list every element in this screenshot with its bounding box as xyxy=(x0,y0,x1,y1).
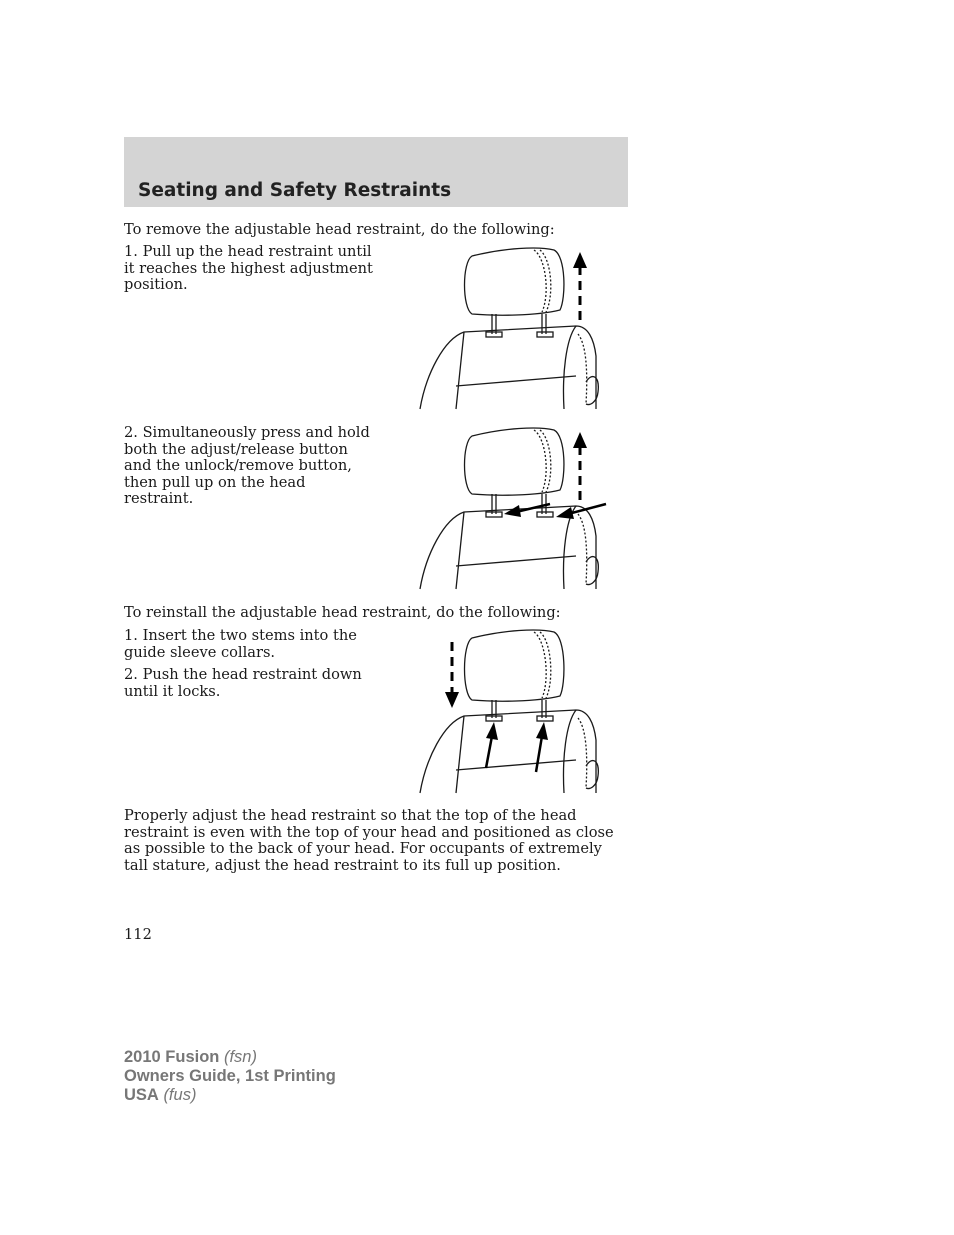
reinstall-step-2: 2. Push the head restraint down until it locks. xyxy=(124,666,362,700)
head-restraint-reinstall-icon xyxy=(416,626,612,796)
section-title: Seating and Safety Restraints xyxy=(138,180,452,201)
footer-model-code: (fsn) xyxy=(223,1048,257,1066)
footer-guide: Owners Guide, 1st Printing xyxy=(124,1067,336,1085)
adjust-note: Properly adjust the head restraint so that the top of the head restraint is even with the top of your head and positioned as close as possible to the back of your head. For occupants of extremely tall stature, adjust the head restraint to its full up position. xyxy=(124,807,614,874)
head-restraint-remove-buttons-icon xyxy=(416,424,612,592)
footer xyxy=(124,1048,336,1105)
reinstall-intro: To reinstall the adjustable head restraint, do the following: xyxy=(124,604,561,621)
head-restraint-pull-up-icon xyxy=(416,244,612,412)
reinstall-step-1: 1. Insert the two stems into the guide sleeve collars. xyxy=(124,627,357,661)
remove-step-1: 1. Pull up the head restraint until it reaches the highest adjustment position. xyxy=(124,243,373,293)
page-number: 112 xyxy=(124,926,152,943)
footer-model: 2010 Fusion xyxy=(124,1048,220,1066)
remove-step-2: 2. Simultaneously press and hold both the adjust/release button and the unlock/remove button, then pull up on the head restraint. xyxy=(124,424,370,507)
remove-intro: To remove the adjustable head restraint, do the following: xyxy=(124,221,555,238)
footer-market: USA xyxy=(124,1086,159,1104)
section-header xyxy=(124,137,628,207)
footer-market-code: (fus) xyxy=(163,1086,197,1104)
